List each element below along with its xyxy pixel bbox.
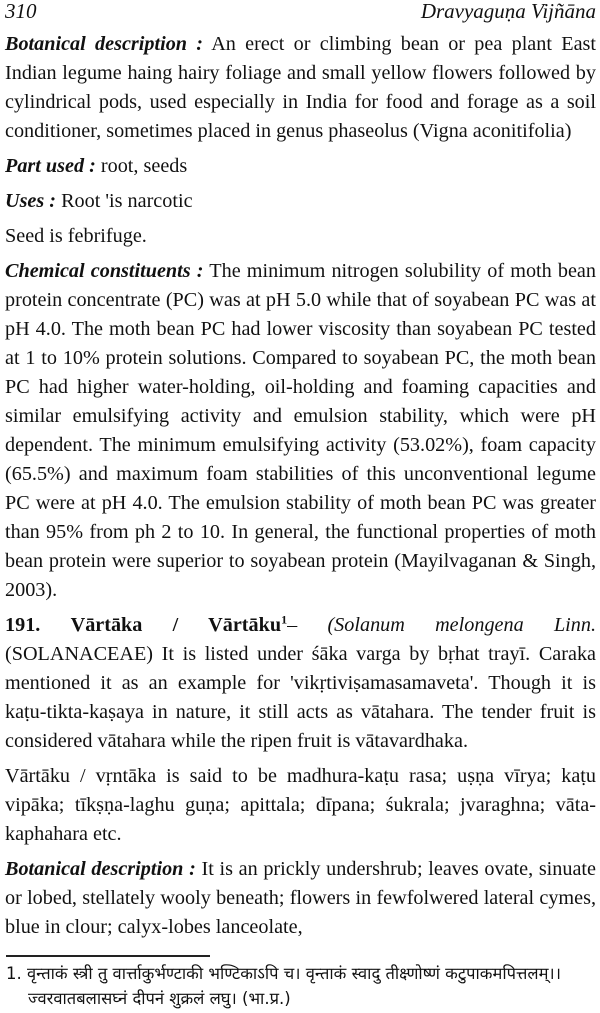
moth-bean-botanical-description — [5, 30, 596, 146]
moth-bean-seed-use: Seed is febrifuge. — [5, 225, 147, 247]
section-label: Uses : — [5, 190, 57, 212]
footnote-ref: 1 — [281, 612, 288, 627]
moth-bean-chemical-constituents — [5, 257, 596, 605]
section-label: Botanical description : — [5, 858, 196, 880]
page-header — [5, 0, 596, 30]
vartaka-entry — [5, 611, 596, 756]
moth-bean-part-used — [5, 152, 596, 181]
entry-number: 191. — [5, 614, 41, 636]
vartaka-botanical-description — [5, 855, 596, 942]
paragraph-text: An erect or climbing bean or pea plant East Indian legume haing hairy foliage and small yellow flowers followed by cylindrical pods, used especially in India for food and forage as a soil conditioner, sometimes placed in genus phaseolus (Vigna aconitifolia) — [5, 33, 597, 142]
footnote — [6, 961, 596, 1011]
entry-title: Vārtāka / Vārtāku — [70, 614, 282, 636]
moth-bean-uses — [5, 187, 596, 216]
section-label: Botanical description : — [5, 33, 204, 55]
section-label: Part used : — [5, 155, 96, 177]
section-label: Chemical constituents : — [5, 260, 204, 282]
paragraph-text: The minimum nitrogen solubility of moth bean protein concentrate (PC) was at pH 5.0 while that of soyabean PC was at pH 4.0. The moth bean PC had lower viscosity than soyabean PC tested at 1 to 10% protein solutions. Compared to soyabean PC, the moth bean PC had higher water-holding, oil-holding and foaming capacities and similar emulsifying activity and emulsion stability, which were pH dependent. The minimum emulsifying activity (53.02%), foam capacity (65.5%) and maximum foam stabilities of this unconventional legume PC were at pH 4.0. The emulsion stability of moth bean PC was greater than 95% from ph 2 to 10. In general, the functional properties of moth bean protein were superior to soyabean protein (Mayilvaganan & Singh, 2003). — [5, 260, 596, 601]
footnote-line: ज्वरवातबलासघ्नं दीपनं शुक्रलं लघु। (भा.प्र.) — [28, 989, 291, 1008]
paragraph-text: (SOLANACEAE) It is listed under śāka varga by bṛhat trayī. Caraka mentioned it as an example for 'vikṛtiviṣamasamaveta'. Though it is kaṭu-tikta-kaṣaya in nature, it still acts as vātahara. The tender fruit is considered vātahara while the ripen fruit is vātavardhaka. — [5, 643, 596, 752]
page-number: 310 — [5, 0, 37, 23]
paragraph-text: root, seeds — [100, 155, 188, 177]
footnote-line: 1. वृन्ताकं स्त्री तु वार्त्ताकुर्भण्टाकी भण्टिकाऽपि च। वृन्ताकं स्वादु तीक्ष्णोष्णं कटुपाकमपित्तलम्।। — [6, 964, 561, 983]
entry-dash: – — [287, 614, 298, 636]
botanical-name: (Solanum melongena Linn. — [327, 614, 597, 636]
vartaka-properties: Vārtāku / vṛntāka is said to be madhura-kaṭu rasa; uṣṇa vīrya; kaṭu vipāka; tīkṣṇa-laghu guṇa; apittala; dīpana; śukrala; jvaraghna; vāta-kaphahara etc. — [5, 765, 596, 845]
footnote-divider — [6, 955, 210, 957]
paragraph-text: It is an prickly undershrub; leaves ovate, sinuate or lobed, stellately wooly beneath; flowers in fewfolwered lateral cymes, blue in clour; calyx-lobes lanceolate, — [5, 858, 596, 938]
page-body — [5, 30, 596, 942]
running-title: Dravyaguṇa Vijñāna — [420, 0, 596, 23]
paragraph-text: Root 'is narcotic — [61, 190, 193, 212]
